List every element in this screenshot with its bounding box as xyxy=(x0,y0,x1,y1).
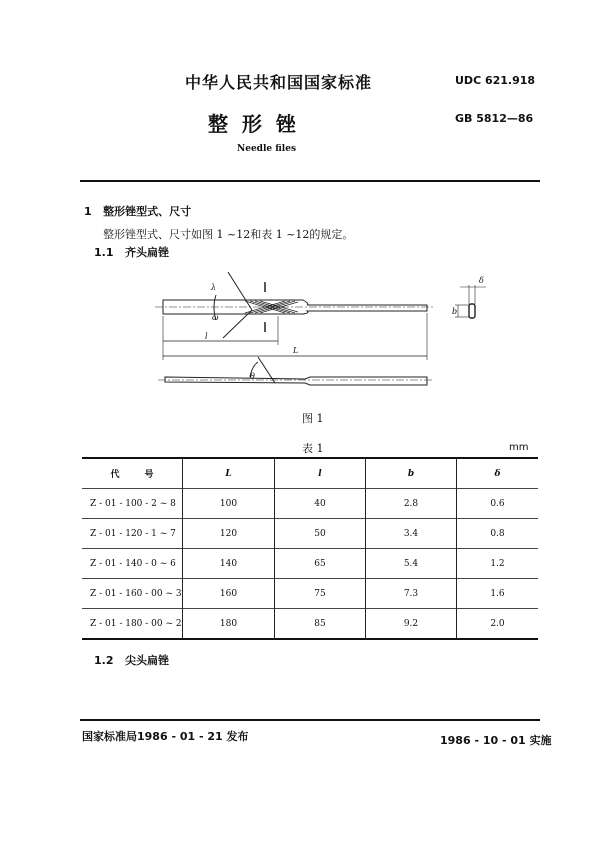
udc-code: UDC 621.918 xyxy=(455,74,536,87)
table-row xyxy=(82,549,538,579)
label-l: l xyxy=(205,332,208,341)
cell-l: 65 xyxy=(275,549,366,579)
section-1-heading: 1 整形锉型式、尺寸 xyxy=(84,205,192,218)
cell-code: Z - 01 - 160 - 00 ~ 3 xyxy=(90,588,182,599)
cell-l: 50 xyxy=(275,519,366,549)
header-b: b xyxy=(366,458,457,489)
cell-code: Z - 01 - 100 - 2 ~ 8 xyxy=(90,498,176,509)
header-delta: δ xyxy=(457,458,539,489)
effective-date: 1986 - 10 - 01 实施 xyxy=(440,734,552,747)
dimensions-table xyxy=(82,457,538,640)
cell-b: 3.4 xyxy=(366,519,457,549)
cell-code: Z - 01 - 180 - 00 ~ 2 xyxy=(90,618,182,629)
cell-code: Z - 01 - 140 - 0 ~ 6 xyxy=(90,558,176,569)
table-row xyxy=(82,609,538,640)
label-lambda: λ xyxy=(211,283,217,292)
cell-L: 140 xyxy=(183,549,275,579)
label-omega: ω xyxy=(212,313,219,322)
cell-L: 180 xyxy=(183,609,275,640)
table-row xyxy=(82,489,538,519)
cell-L: 100 xyxy=(183,489,275,519)
header-code: 代 号 xyxy=(110,470,154,480)
cell-b: 2.8 xyxy=(366,489,457,519)
header-l: l xyxy=(275,458,366,489)
section-1-1-heading: 1.1 齐头扁锉 xyxy=(94,246,169,259)
cell-delta: 0.6 xyxy=(457,489,539,519)
cell-b: 7.3 xyxy=(366,579,457,609)
table-unit: mm xyxy=(509,442,529,453)
label-delta: δ xyxy=(479,276,484,285)
cell-L: 120 xyxy=(183,519,275,549)
footer-rule xyxy=(80,719,540,721)
gb-code: GB 5812—86 xyxy=(455,112,534,125)
label-theta: θ xyxy=(250,372,255,381)
document-title: 整 形 锉 xyxy=(208,112,296,136)
table-row xyxy=(82,519,538,549)
issue-date: 国家标准局1986 - 01 - 21 发布 xyxy=(82,730,249,743)
table-row xyxy=(82,579,538,609)
cell-delta: 1.6 xyxy=(457,579,539,609)
label-L: L xyxy=(293,346,299,355)
table-title: 表 1 xyxy=(302,442,324,455)
cell-l: 40 xyxy=(275,489,366,519)
cell-b: 5.4 xyxy=(366,549,457,579)
cell-L: 160 xyxy=(183,579,275,609)
section-1-body: 整形锉型式、尺寸如图 1 ~12和表 1 ~12的规定。 xyxy=(103,228,354,241)
cell-l: 85 xyxy=(275,609,366,640)
cell-l: 75 xyxy=(275,579,366,609)
table-header-row xyxy=(82,458,538,489)
cell-delta: 0.8 xyxy=(457,519,539,549)
cell-delta: 2.0 xyxy=(457,609,539,640)
cell-code: Z - 01 - 120 - 1 ~ 7 xyxy=(90,528,176,539)
issuing-org: 中华人民共和国国家标准 xyxy=(185,73,373,92)
section-1-2-heading: 1.2 尖头扁锉 xyxy=(94,654,169,667)
cell-b: 9.2 xyxy=(366,609,457,640)
cell-delta: 1.2 xyxy=(457,549,539,579)
header-L: L xyxy=(183,458,275,489)
figure-caption: 图 1 xyxy=(302,412,324,425)
label-b: b xyxy=(452,307,458,316)
document-title-en: Needle files xyxy=(237,144,297,154)
